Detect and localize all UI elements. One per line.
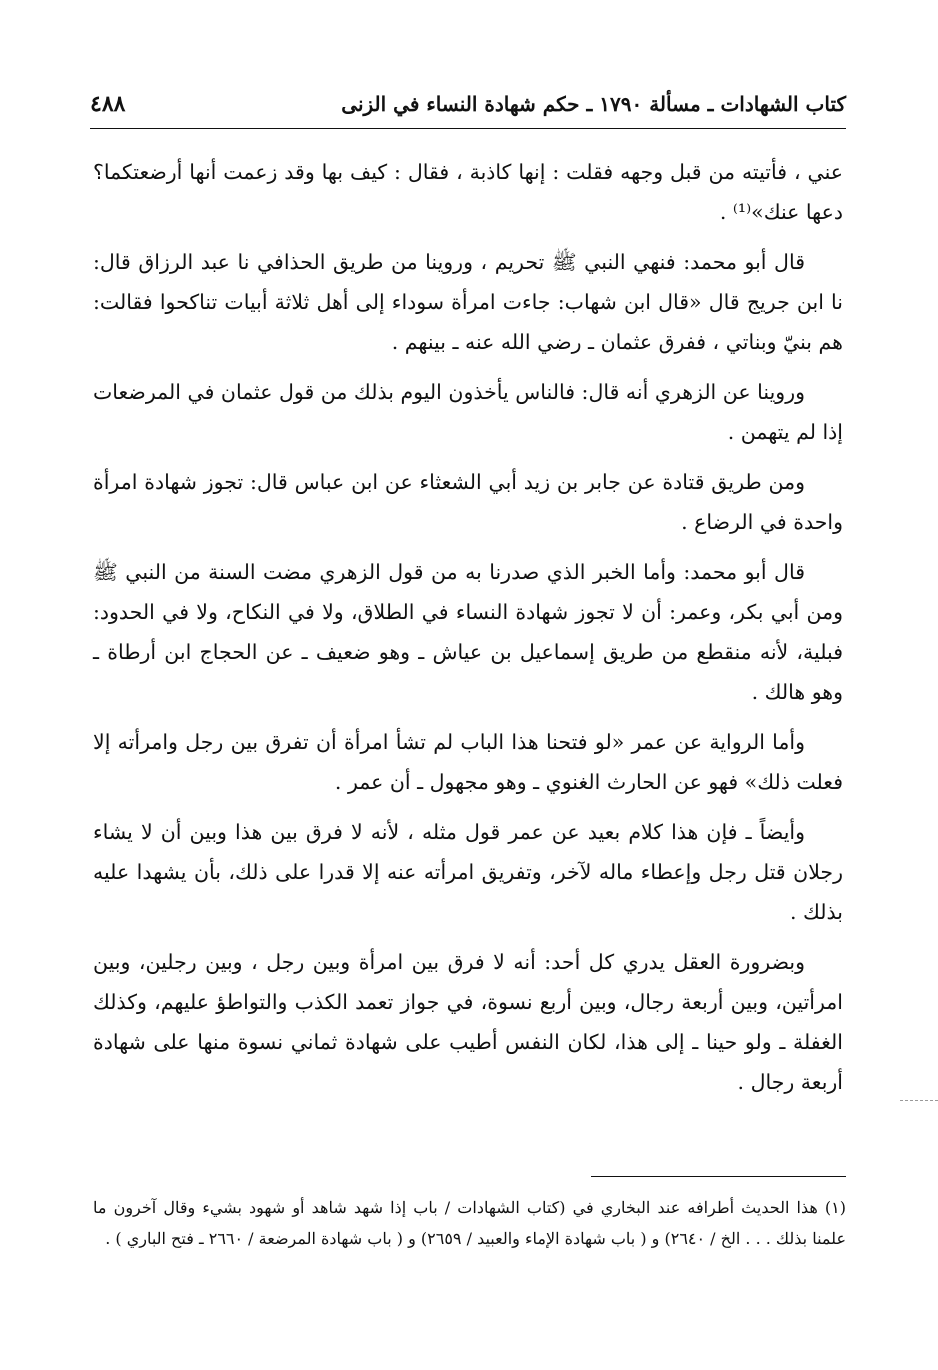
header-divider [90, 128, 846, 129]
footnote-text: (١) هذا الحديث أطرافه عند البخاري في (كتاب الشهادات / باب إذا شهد شاهد أو شهود بشيء وقال آخرون ما علمنا بذلك . . . الخ / ٢٦٤٠) و ( باب شهادة الإماء والعبيد / ٢٦٥٩) و ( باب شهادة المرضعة / ٢٦٦٠ ـ فتح الباري ) . [93, 1198, 846, 1248]
paragraph: عني ، فأتيته من قبل وجهه فقلت : إنها كاذبة ، فقال : كيف بها وقد زعمت أنها أرضعتكما؟ دعها عنك»⁽¹⁾ . [93, 160, 843, 224]
footnote [93, 1192, 846, 1254]
margin-mark [900, 1100, 938, 1101]
paragraph: وأيضاً ـ فإن هذا كلام بعيد عن عمر قول مثله ، لأنه لا فرق بين هذا وبين أن لا يشاء رجلان قتل رجل وإعطاء ماله لآخر، وتفريق امرأته عنه إلا قدرا على ذلك، بأن يشهدا عليه بذلك . [93, 820, 843, 924]
paragraph: وروينا عن الزهري أنه قال: فالناس يأخذون اليوم بذلك من قول عثمان في المرضعات إذا لم يتهمن . [93, 380, 843, 444]
footnote-divider [591, 1176, 846, 1177]
page-header [90, 84, 846, 124]
paragraph: قال أبو محمد: فنهي النبي ﷺ تحريم ، وروينا من طريق الحذافي نا عبد الرزاق قال: نا ابن جريج قال «قال ابن شهاب: جاءت امرأة سوداء إلى أهل ثلاثة أبيات تناكحوا فقالت: هم بنيّ وبناتي ، ففرق عثمان ـ رضي الله عنه ـ بينهم . [93, 250, 843, 354]
paragraph: وأما الرواية عن عمر «لو فتحنا هذا الباب لم تشأ امرأة أن تفرق بين رجل وامرأته إلا فعلت ذلك» فهو عن الحارث الغنوي ـ وهو مجهول ـ أن عمر . [93, 730, 843, 794]
page-number: ٤٨٨ [90, 91, 126, 117]
paragraph: قال أبو محمد: وأما الخبر الذي صدرنا به من قول الزهري مضت السنة من النبي ﷺ ومن أبي بكر، وعمر: أن لا تجوز شهادة النساء في الطلاق، ولا في النكاح، ولا في الحدود: فبلية، لأنه منقطع من طريق إسماعيل بن عياش ـ وهو ضعيف ـ عن الحجاج ابن أرطاة ـ وهو هالك . [93, 560, 843, 704]
main-text [93, 152, 843, 1112]
running-title: كتاب الشهادات ـ مسألة ١٧٩٠ ـ حكم شهادة النساء في الزنى [341, 92, 846, 116]
paragraph: وبضرورة العقل يدري كل أحد: أنه لا فرق بين امرأة وبين رجل ، وبين رجلين، وبين امرأتين، وبين أربعة رجال، وبين أربع نسوة، في جواز تعمد الكذب والتواطؤ عليهم، وكذلك الغفلة ـ ولو حينا ـ إلى هذا، لكان النفس أطيب على شهادة ثماني نسوة منها على شهادة أربعة رجال . [93, 950, 843, 1094]
paragraph: ومن طريق قتادة عن جابر بن زيد أبي الشعثاء عن ابن عباس قال: تجوز شهادة امرأة واحدة في الرضاع . [93, 470, 843, 534]
